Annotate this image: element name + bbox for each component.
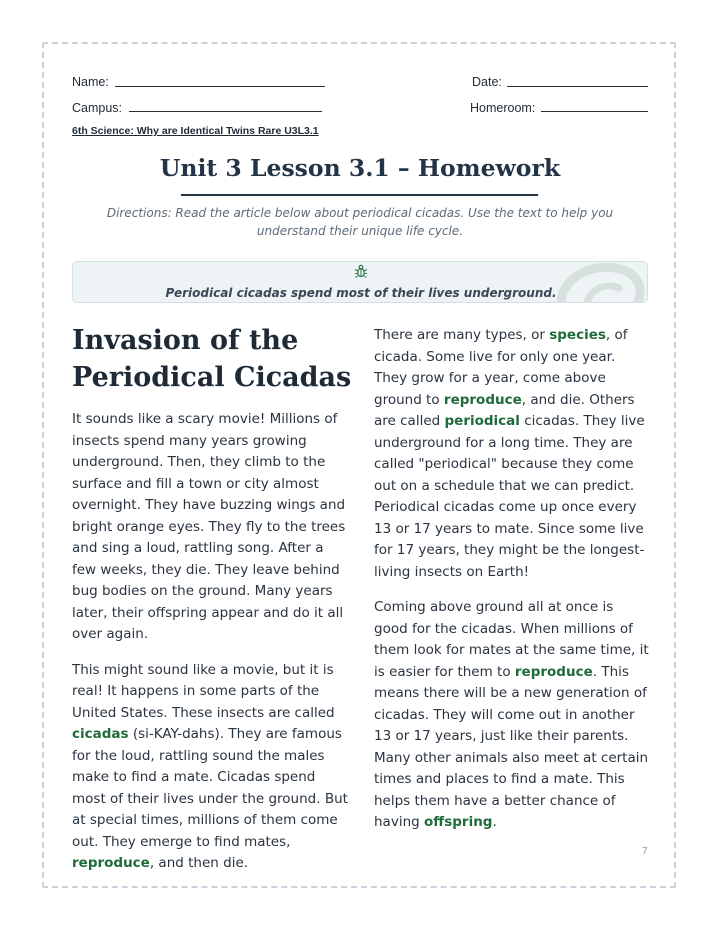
date-field-line[interactable] [507, 86, 648, 87]
vocab-species: species [549, 327, 606, 343]
paragraph-2 [72, 660, 350, 875]
campus-label: Campus: [72, 101, 123, 115]
vocab-reproduce: reproduce [72, 855, 150, 871]
directions: Directions: Read the article below about periodical cicadas. Use the text to help you understand their unique life cycle. [106, 206, 614, 238]
homeroom-label: Homeroom: [470, 101, 536, 115]
course-title: 6th Science: Why are Identical Twins Rare U3L3.1 [72, 125, 319, 137]
paragraph-4-text-b: . This means there will be a new generation of cicadas. They will come out in another 13 or 17 years, just like their parents. Many other animals also meet at certain times and places to find a mate. This helps them have a better chance of having [374, 663, 649, 830]
paragraph-4-text-c: . [492, 814, 497, 830]
vocab-offspring: offspring [424, 814, 493, 830]
vocab-periodical: periodical [444, 413, 520, 429]
paragraph-2-text-c: , and then die. [149, 855, 249, 871]
homeroom-field-line[interactable] [541, 111, 648, 112]
callout-box [72, 261, 648, 303]
paragraph-2-text-a: This might sound like a movie, but it is real! It happens in some parts of the United States. These insects are called [72, 661, 335, 721]
left-column [72, 409, 350, 889]
paragraph-3 [374, 325, 650, 583]
page-title: Unit 3 Lesson 3.1 – Homework [159, 154, 561, 182]
vocab-cicadas: cicadas [72, 726, 129, 742]
name-field-line[interactable] [115, 86, 325, 87]
bug-icon [353, 263, 369, 279]
page-number: 7 [641, 846, 648, 857]
paragraph-2-text-b: (si-KAY-dahs). They are famous for the loud, rattling sound the males make to find a mate. Cicadas spend most of their lives under the ground. But at special times, millions of them come out. They emerge to find mates, [72, 726, 348, 850]
paragraph-3-text-b: , of cicada. Some live for only one year. They grow for a year, come above ground to [374, 327, 628, 408]
callout-text: Periodical cicadas spend most of their lives underground. [165, 286, 557, 300]
article-title: Invasion of the Periodical Cicadas [72, 325, 352, 393]
date-label: Date: [472, 75, 502, 89]
paragraph-1: It sounds like a scary movie! Millions of insects spend many years growing underground. Then, they climb to the surface and fill a town or city almost overnight. They have buzzing wings and bright orange eyes. They fly to the trees and sing a loud, rattling song. After a few weeks, they die. They leave behind bug bodies on the ground. Many years later, their offspring appear and do it all over again. [72, 411, 346, 642]
paragraph-4-text-a: Coming above ground all at once is good for the cicadas. When millions of them look for mates at the same time, it is easier for them to [374, 599, 649, 680]
right-column [374, 325, 650, 848]
vocab-reproduce: reproduce [443, 391, 522, 408]
name-label: Name: [72, 75, 109, 89]
paragraph-3-text-d: cicadas. They live underground for a long time. They are called "periodical" because they come out on a schedule that we can predict. Periodical cicadas come up once every 13 or 17 years to mate. Since some live for 17 years, they might be the longest-living insects on Earth! [374, 413, 645, 580]
title-underline [181, 194, 538, 196]
paragraph-3-text-c: , and die. Others are called [374, 391, 635, 429]
paragraph-3-text-a: There are many types, or [374, 327, 550, 343]
campus-field-line[interactable] [129, 111, 322, 112]
paragraph-4 [374, 597, 650, 834]
vocab-reproduce: reproduce [514, 663, 593, 680]
